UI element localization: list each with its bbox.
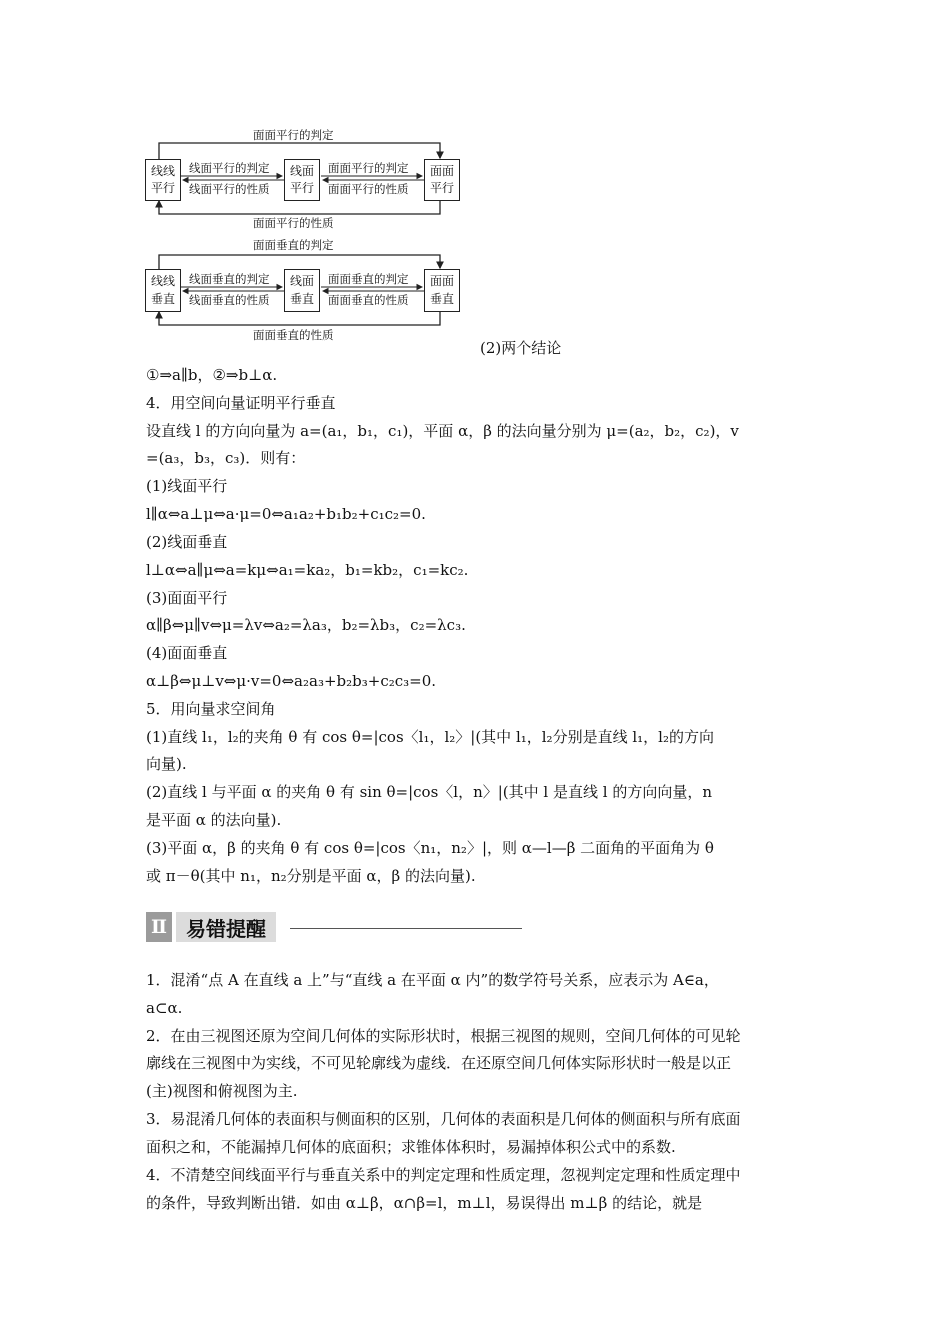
perpendicular-bottom-label: 面面垂直的性质 [253, 328, 334, 342]
parallel-bottom-label: 面面平行的性质 [253, 216, 334, 230]
angle-line-line-2: 向量). [146, 755, 187, 773]
box-plane-plane-parallel-top: 面面 [429, 164, 454, 178]
box-plane-plane-perpendicular [424, 269, 460, 312]
perpendicular-arrow12-top-label: 线面垂直的判定 [189, 272, 270, 286]
two-conclusions-heading: (2)两个结论 [480, 339, 562, 357]
line-plane-parallel-heading: (1)线面平行 [146, 477, 228, 495]
box-line-plane-parallel-bottom: 平行 [289, 181, 314, 195]
box-plane-plane-parallel-bottom: 平行 [429, 181, 454, 195]
parallel-diagram [145, 128, 465, 232]
tip1-line2: a⊂α. [146, 999, 183, 1017]
tip2-line2: 廓线在三视图中为实线，不可见轮廓线为虚线．在还原空间几何体实际形状时一般是以正 [146, 1054, 732, 1072]
section-divider [290, 928, 522, 929]
line-plane-parallel-formula: l∥α⇔a⊥μ⇔a·μ=0⇔a₁a₂+b₁b₂+c₁c₂=0. [146, 505, 426, 523]
plane-plane-parallel-heading: (3)面面平行 [146, 589, 228, 607]
angle-line-plane-1: (2)直线 l 与平面 α 的夹角 θ 有 sin θ=|cos〈l，n〉|(其中 l 是直线 l 的方向向量，n [146, 783, 712, 801]
angle-line-line-1: (1)直线 l₁，l₂的夹角 θ 有 cos θ=|cos〈l₁，l₂〉|(其中 l₁，l₂分别是直线 l₁，l₂的方向 [146, 728, 714, 746]
box-line-plane-perpendicular [284, 269, 320, 312]
section-numeral: Ⅱ [146, 912, 172, 942]
section4-heading: 4．用空间向量证明平行垂直 [146, 394, 336, 412]
parallel-arrow23-bottom-label: 面面平行的性质 [328, 182, 409, 196]
tip1-line1: 1．混淆“点 A 在直线 a 上”与“直线 a 在平面 α 内”的数学符号关系，应表示为 A∈a， [146, 971, 719, 989]
box-line-line-perpendicular-bottom: 垂直 [150, 292, 175, 306]
line-plane-perpendicular-formula: l⊥α⇔a∥μ⇔a=kμ⇔a₁=ka₂，b₁=kb₂，c₁=kc₂. [146, 561, 469, 579]
box-line-plane-perpendicular-top: 线面 [289, 274, 314, 288]
box-line-line-perpendicular [145, 269, 181, 312]
tip4-line2: 的条件，导致判断出错．如由 α⊥β，α∩β=l，m⊥l，易误得出 m⊥β 的结论，就是 [146, 1194, 703, 1212]
angle-line-plane-2: 是平面 α 的法向量). [146, 811, 282, 829]
box-plane-plane-perpendicular-top: 面面 [429, 274, 454, 288]
vector-setup-line2: =(a₃，b₃，c₃)．则有： [146, 449, 306, 467]
angle-plane-plane-2: 或 π－θ(其中 n₁，n₂分别是平面 α，β 的法向量). [146, 867, 476, 885]
tip3-line2: 面积之和，不能漏掉几何体的底面积；求锥体体积时，易漏掉体积公式中的系数. [146, 1138, 676, 1156]
tip2-line1: 2．在由三视图还原为空间几何体的实际形状时，根据三视图的规则，空间几何体的可见轮 [146, 1027, 741, 1045]
box-line-line-parallel [145, 159, 181, 201]
box-line-plane-parallel [284, 159, 320, 201]
parallel-arrow23-top-label: 面面平行的判定 [328, 161, 409, 175]
line-plane-perpendicular-heading: (2)线面垂直 [146, 533, 228, 551]
box-line-plane-parallel-top: 线面 [289, 164, 314, 178]
perpendicular-arrow12-bottom-label: 线面垂直的性质 [189, 293, 270, 307]
tip2-line3: (主)视图和俯视图为主. [146, 1082, 298, 1100]
box-line-line-parallel-top: 线线 [150, 164, 175, 178]
vector-setup-line1: 设直线 l 的方向向量为 a=(a₁，b₁，c₁)，平面 α，β 的法向量分别为 μ=(a₂，b₂，c₂)，v [146, 422, 739, 440]
section-banner [146, 912, 276, 942]
angle-plane-plane-1: (3)平面 α，β 的夹角 θ 有 cos θ=|cos〈n₁，n₂〉|，则 α—l—β 二面角的平面角为 θ [146, 839, 714, 857]
perpendicular-top-label: 面面垂直的判定 [253, 238, 334, 252]
section-title: 易错提醒 [176, 912, 276, 942]
section5-heading: 5．用向量求空间角 [146, 700, 276, 718]
plane-plane-perpendicular-formula: α⊥β⇔μ⊥v⇔μ·v=0⇔a₂a₃+b₂b₃+c₂c₃=0. [146, 672, 437, 690]
tip3-line1: 3．易混淆几何体的表面积与侧面积的区别，几何体的表面积是几何体的侧面积与所有底面 [146, 1110, 741, 1128]
box-plane-plane-perpendicular-bottom: 垂直 [429, 292, 454, 306]
box-line-line-parallel-bottom: 平行 [150, 181, 175, 195]
plane-plane-parallel-formula: α∥β⇔μ∥v⇔μ=λv⇔a₂=λa₃，b₂=λb₃，c₂=λc₃. [146, 616, 466, 634]
box-line-plane-perpendicular-bottom: 垂直 [289, 292, 314, 306]
perpendicular-arrow23-top-label: 面面垂直的判定 [328, 272, 409, 286]
parallel-top-label: 面面平行的判定 [253, 128, 334, 142]
perpendicular-diagram [145, 238, 465, 344]
parallel-arrow12-top-label: 线面平行的判定 [189, 161, 270, 175]
box-plane-plane-parallel [424, 159, 460, 201]
parallel-arrow12-bottom-label: 线面平行的性质 [189, 182, 270, 196]
box-line-line-perpendicular-top: 线线 [150, 274, 175, 288]
perpendicular-arrow23-bottom-label: 面面垂直的性质 [328, 293, 409, 307]
plane-plane-perpendicular-heading: (4)面面垂直 [146, 644, 228, 662]
conclusion-line: ①⇒a∥b，②⇒b⊥α. [146, 366, 278, 384]
tip4-line1: 4．不清楚空间线面平行与垂直关系中的判定定理和性质定理，忽视判定定理和性质定理中 [146, 1166, 741, 1184]
